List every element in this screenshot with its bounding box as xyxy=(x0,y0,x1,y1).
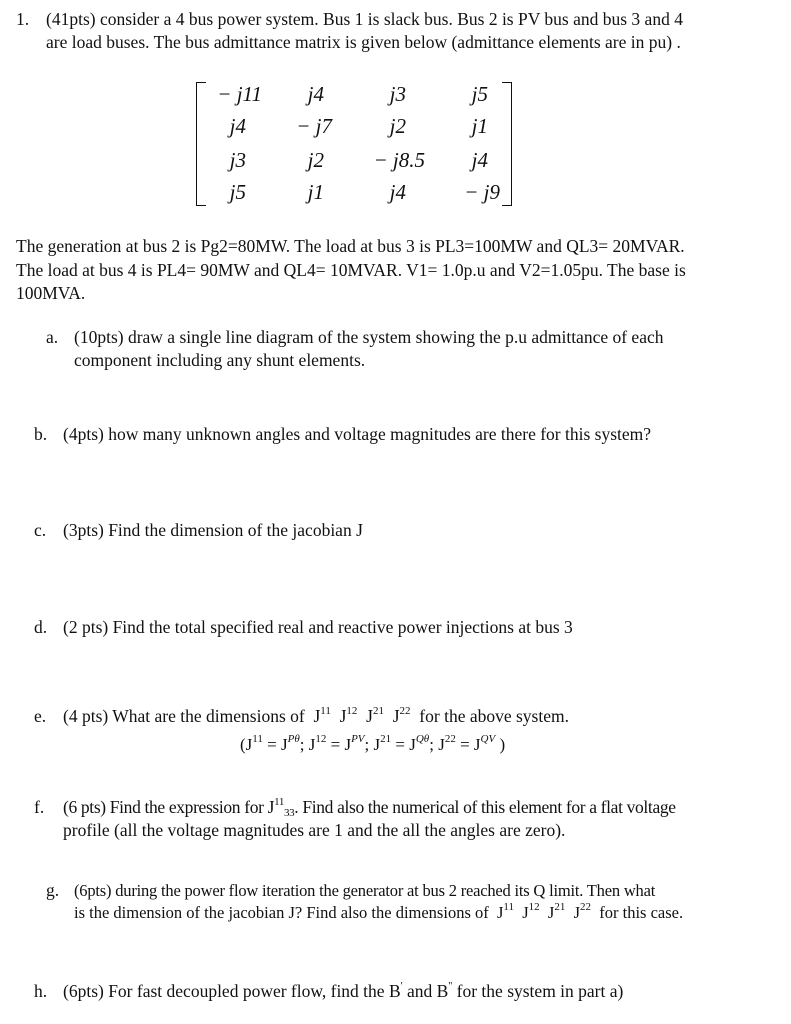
matrix-cell: − j8.5 xyxy=(373,148,425,172)
matrix-cell: j5 xyxy=(229,180,246,204)
matrix-cell: j3 xyxy=(229,148,246,172)
matrix-cell: j5 xyxy=(471,82,488,106)
part-g-label: g. xyxy=(46,880,60,900)
part-b-text: (4pts) how many unknown angles and voltage magnitudes are there for this system? xyxy=(63,424,652,444)
matrix-cell: j1 xyxy=(307,180,324,204)
part-h-label: h. xyxy=(34,981,48,1001)
matrix-cell: j4 xyxy=(229,114,246,138)
matrix-cell: j1 xyxy=(471,114,488,138)
matrix-cell: − j7 xyxy=(296,114,332,138)
given-line2: The load at bus 4 is PL4= 90MW and QL4= 10MVAR. V1= 1.0p.u and V2=1.05pu. The base is xyxy=(16,260,686,280)
part-e-line1: (4 pts) What are the dimensions of $J^{11}$ $J^{12}$ $J^{21}$ $J^{22}$ for the above system. xyxy=(63,705,569,726)
part-c-text: (3pts) Find the dimension of the jacobian J xyxy=(63,520,363,540)
part-e-text: (4 pts) What are the dimensions of xyxy=(63,706,305,726)
part-a-label: a. xyxy=(46,327,59,347)
given-line3: 100MVA. xyxy=(16,283,86,303)
matrix-cell: j3 xyxy=(389,82,406,106)
matrix-cell: j4 xyxy=(471,148,488,172)
part-g-line1: (6pts) during the power flow iteration the generator at bus 2 reached its Q limit. Then what xyxy=(74,881,656,900)
part-f-label: f. xyxy=(34,797,45,817)
part-f-line2: profile (all the voltage magnitudes are 1 and the all the angles are zero). xyxy=(63,820,566,840)
problem-number: 1. xyxy=(16,9,30,29)
matrix-cell: j2 xyxy=(307,148,324,172)
part-a-line2: component including any shunt elements. xyxy=(74,350,366,370)
part-g-suffix: for this case. xyxy=(599,903,684,922)
matrix-cell: − j11 xyxy=(217,82,262,106)
part-h-text: (6pts) For fast decoupled power flow, find the B' and B'' for the system in part a) xyxy=(63,980,624,1001)
part-e-suffix: for the above system. xyxy=(419,706,569,726)
matrix-cell: j2 xyxy=(389,114,406,138)
part-e-equation: ($J^{11} = J^{P\theta}$; $J^{12} = J^{PV}$; $J^{21} = J^{Q\theta}$; $J^{22} = J^{QV}$ ) xyxy=(240,733,506,754)
matrix-cell: j4 xyxy=(389,180,406,204)
matrix-cell: − j9 xyxy=(464,180,500,204)
problem-intro-line1: (41pts) consider a 4 bus power system. Bus 1 is slack bus. Bus 2 is PV bus and bus 3 and 4 xyxy=(46,9,683,29)
part-g-line2: is the dimension of the jacobian J? Find also the dimensions of $J^{11}$ $J^{12}$ $J^{21}$ $J^{22}$ for this case. xyxy=(74,901,684,922)
part-d-label: d. xyxy=(34,617,48,637)
matrix-right-bracket xyxy=(502,82,512,206)
part-a-line1: (10pts) draw a single line diagram of the system showing the p.u admittance of each xyxy=(74,327,664,347)
part-b-label: b. xyxy=(34,424,48,444)
problem-intro-line2: are load buses. The bus admittance matrix is given below (admittance elements are in pu) . xyxy=(46,32,681,52)
matrix-cell: j4 xyxy=(307,82,324,106)
part-e-label: e. xyxy=(34,706,47,726)
given-line1: The generation at bus 2 is Pg2=80MW. The load at bus 3 is PL3=100MW and QL3= 20MVAR. xyxy=(16,236,685,256)
part-d-text: (2 pts) Find the total specified real and reactive power injections at bus 3 xyxy=(63,617,573,637)
part-c-label: c. xyxy=(34,520,47,540)
part-f-line1: (6 pts) Find the expression for $J^{11}_{33}$. Find also the numerical of this element for a flat voltage xyxy=(63,796,676,819)
